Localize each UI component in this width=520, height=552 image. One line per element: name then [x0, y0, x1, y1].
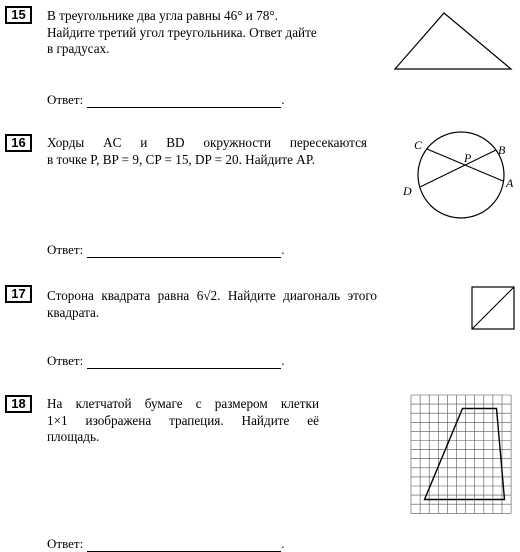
answer-label: Ответ: [47, 536, 84, 551]
task-18-answer [47, 536, 284, 552]
answer-end: . [281, 92, 285, 107]
task-17-answer [47, 353, 284, 369]
square-diagonal-figure [471, 286, 515, 330]
task-number-15: 15 [5, 6, 32, 24]
task-17-text [47, 288, 377, 321]
task-16-text [47, 135, 367, 168]
label-C: C [414, 138, 423, 152]
task-18-line-1: На клетчатой бумаге с размером клетки [47, 396, 319, 411]
answer-line [87, 539, 281, 552]
task-15-line-3: в градусах. [47, 41, 110, 56]
task-18-text [47, 396, 319, 446]
answer-line [87, 95, 281, 108]
answer-end: . [281, 536, 285, 551]
task-17-line-2: квадрата. [47, 304, 100, 320]
answer-line [87, 356, 281, 369]
answer-label: Ответ: [47, 242, 84, 257]
triangle-figure [392, 10, 514, 72]
task-18-line-3: площадь. [47, 429, 100, 444]
task-16-answer [47, 242, 284, 258]
task-number-17: 17 [5, 285, 32, 303]
task-16-line-2: в точке P, BP = 9, CP = 15, DP = 20. Найдите AP. [47, 151, 315, 167]
task-number-18: 18 [5, 395, 32, 413]
task-17-line-1: Сторона квадрата равна 6√2. Найдите диагональ этого [47, 288, 377, 303]
label-P: P [464, 151, 472, 165]
task-15-line-2: Найдите третий угол треугольника. Ответ дайте [47, 24, 317, 40]
task-16-line-1: Хорды AC и BD окружности пересекаются [47, 135, 367, 150]
task-18-line-2: 1×1 изображена трапеция. Найдите её [47, 412, 319, 428]
task-15-line-1: В треугольнике два угла равны 46° и 78°. [47, 8, 278, 23]
trapezoid-grid-figure [410, 394, 514, 515]
circle-chords-figure [398, 130, 518, 230]
answer-end: . [281, 353, 285, 368]
answer-label: Ответ: [47, 92, 84, 107]
task-15-text [47, 8, 339, 58]
answer-line [87, 245, 281, 258]
label-B: B [498, 143, 506, 157]
answer-label: Ответ: [47, 353, 84, 368]
task-15-answer [47, 92, 284, 108]
label-D: D [403, 184, 412, 198]
answer-end: . [281, 242, 285, 257]
label-A: A [506, 176, 514, 190]
task-number-16: 16 [5, 134, 32, 152]
